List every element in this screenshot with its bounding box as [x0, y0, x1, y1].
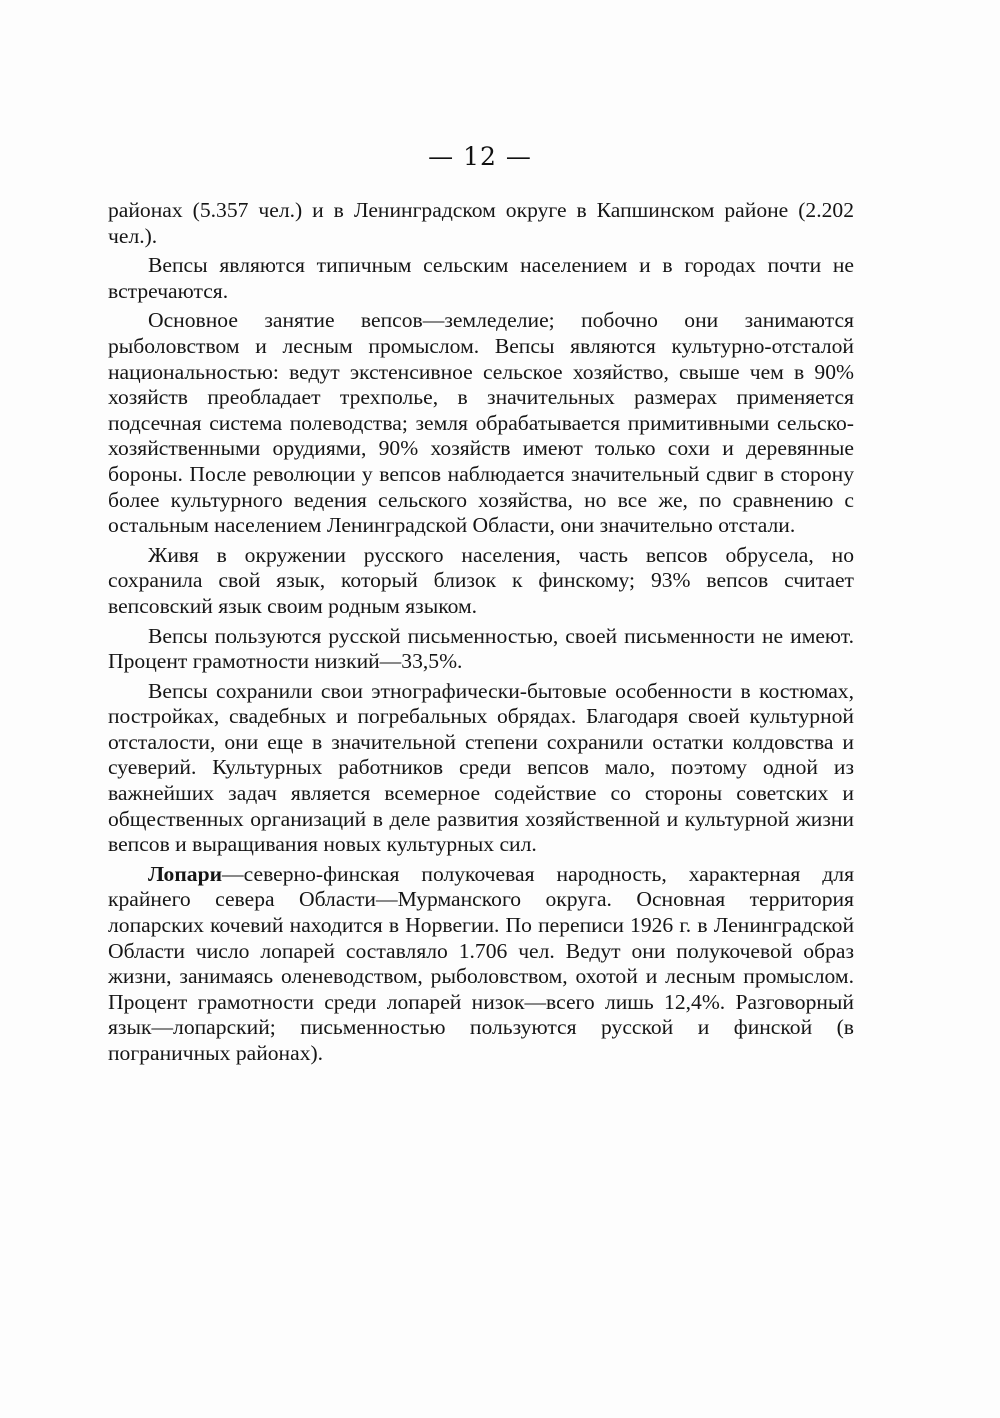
paragraph-veps-language: Живя в окружении русского населения, часть вепсов обрусела, но сохранила свой язык, который близок к финскому; 93% вепсов считает вепсовский язык своим родным языком. — [108, 542, 854, 618]
page-number: — 12 — — [428, 142, 532, 171]
paragraph-lopari-text: —северно-финская полукочевая народность, характерная для крайнего севера Области—Мурманского округа. Основная территория лопарских кочевий находится в Норвегии. По переписи 1926 г. в Ленинградской Области число лопарей составляло 1.706 чел. Ведут они полукочевой образ жизни, занимаясь оленеводством, рыболовством, охотой и лесным промыслом. Процент грамотности среди лопарей низок—всего лишь 12,4%. Разговорный язык—лопарский; письменностью пользуются русской и финской (в пограничных районах). — [108, 861, 854, 1065]
paragraph-lopari — [108, 862, 854, 1067]
paragraph-veps-ethnography: Вепсы сохранили свои этнографически-бытовые особенности в костюмах, постройках, свадебных и погребальных обрядах. Благодаря своей культурной отсталости, они еще в значительной степени сохранили остатки колдовства и суеверий. Культурных работников среди вепсов мало, поэтому одной из важнейших задач является всемерное содействие со стороны советских и общественных организаций в деле развития хозяйственной и культурной жизни вепсов и выращивания новых культурных сил. — [108, 678, 854, 857]
paragraph-veps-population: Вепсы являются типичным сельским населением и в городах почти не встречаются. — [108, 253, 854, 303]
paragraph-veps-literacy: Вепсы пользуются русской письменностью, своей письменности не имеют. Процент грамотности низкий—33,5%. — [108, 623, 854, 674]
term-lopari: Лопари — [148, 861, 223, 886]
paragraph-continuation: районах (5.357 чел.) и в Ленинградском округе в Капшинском районе (2.202 чел.). — [108, 198, 854, 248]
paragraph-veps-occupation: Основное занятие вепсов—земледелие; побочно они занимаются рыболовством и лесным промыслом. Вепсы являются культурно-отсталой национальностью: ведут экстенсивное сельское хозяйство, свыше чем в 90% хозяйств преобладает трехполье, в значительных размерах применяется подсечная система полеводства; земля обрабатывается примитивными сельско-хозяйственными орудиями, 90% хозяйств имеют только сохи и деревянные бороны. После революции у вепсов наблюдается значительный сдвиг в сторону более культурного ведения сельского хозяйства, но все же, по сравнению с остальным населением Ленинградской Области, они значительно отстали. — [108, 308, 854, 538]
body-text — [108, 198, 854, 1071]
